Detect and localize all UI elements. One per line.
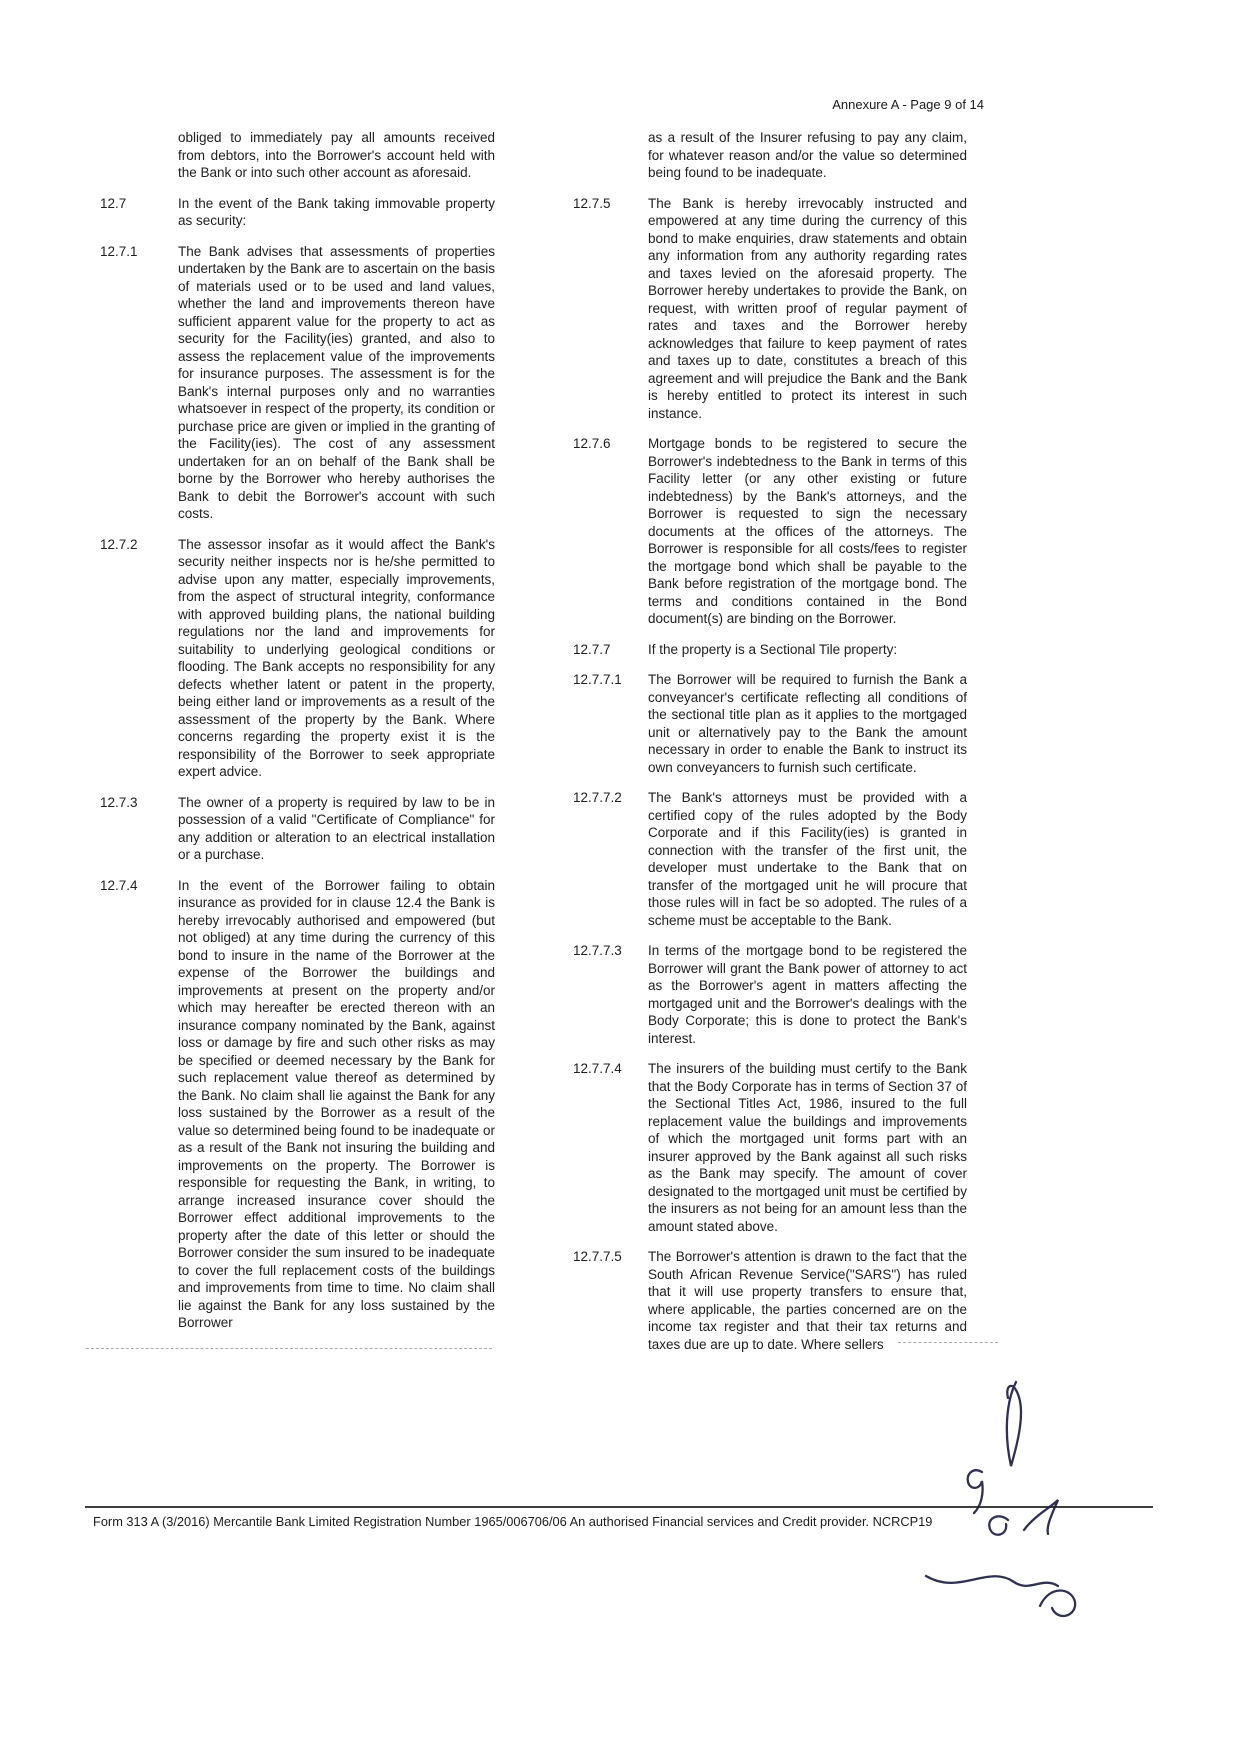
clause-text: The Borrower's attention is drawn to the fact that the South African Revenue Service("SARS") has ruled that it will use property transfers to ensure that, where applicable, the parties concerned are on the income tax register and that their tax returns and taxes due are up to date. Where sellers	[648, 1249, 967, 1352]
clause-number: 12.7.7.3	[573, 943, 622, 958]
clause-number: 12.7.1	[100, 243, 138, 259]
clause-number: 12.7.7.1	[573, 672, 622, 687]
clause-text: The owner of a property is required by law to be in possession of a valid "Certificate of Compliance" for any addition or alteration to an electrical installation or a purchase.	[178, 794, 495, 862]
clause-text: The Bank's attorneys must be provided with a certified copy of the rules adopted by the Body Corporate and if this Facility(ies) is granted in connection with the transfer of the first unit, the developer must undertake to the Bank that on transfer of the mortgaged unit he will procure that those rules will in fact be so adopted. The rules of a scheme must be acceptable to the Bank.	[648, 790, 967, 928]
clause-text: If the property is a Sectional Tile property:	[648, 641, 898, 657]
clause-12-7-4	[100, 877, 495, 1332]
clause-number: 12.7.7.4	[573, 1061, 622, 1076]
clause-number: 12.7.5	[573, 195, 611, 211]
clause-number: 12.7.4	[100, 877, 138, 893]
clause-text: The Bank is hereby irrevocably instructed and empowered at any time during the currency of this bond to make enquiries, draw statements and obtain any information from any authority regarding rates and taxes levied on the aforesaid property. The Borrower hereby undertakes to provide the Bank, on request, with written proof of regular payment of rates and taxes and the Borrower hereby acknowledges that failure to keep payment of rates and taxes up to date, constitutes a breach of this agreement and will prejudice the Bank and the Bank is hereby entitled to protect its interest in such instance.	[648, 195, 967, 421]
clause-text: The insurers of the building must certify to the Bank that the Body Corporate has in terms of Section 37 of the Sectional Titles Act, 1986, insured to the full replacement value the buildings and improvements of which the mortgaged unit forms part with an insurer approved by the Bank against all such risks as the Bank may specify. The amount of cover designated to the mortgaged unit must be certified by the insurers as not being for an amount less than the amount stated above.	[648, 1061, 967, 1234]
clause-text: In the event of the Bank taking immovable property as security:	[178, 195, 495, 228]
left-column	[100, 129, 495, 1345]
clause-number: 12.7.3	[100, 794, 138, 810]
continuation-paragraph: obliged to immediately pay all amounts received from debtors, into the Borrower's account held with the Bank or into such other account as aforesaid.	[178, 130, 495, 180]
clause-12-7-7	[573, 641, 967, 659]
continuation-paragraph: as a result of the Insurer refusing to pay any claim, for whatever reason and/or the value so determined being found to be inadequate.	[648, 130, 967, 180]
clause-number: 12.7.7.2	[573, 790, 622, 805]
clause-number: 12.7	[100, 195, 127, 211]
clause-12-7-6	[573, 435, 967, 628]
clause-12-7-5	[573, 195, 967, 423]
right-column	[573, 129, 967, 1366]
clause-12-7-3	[100, 794, 495, 864]
clause-12-7-7-5	[573, 1248, 967, 1353]
handwritten-initials	[920, 1368, 1100, 1628]
annexure-page-label: Annexure A - Page 9 of 14	[832, 97, 984, 112]
clause-number: 12.7.6	[573, 436, 611, 451]
clause-number: 12.7.7	[573, 641, 611, 657]
clause-12-7-2	[100, 536, 495, 781]
clause-12-7-7-4	[573, 1060, 967, 1235]
clause-12-7-7-3	[573, 942, 967, 1047]
scan-artifact-line	[898, 1342, 998, 1343]
clause-text: Mortgage bonds to be registered to secure the Borrower's indebtedness to the Bank in terms of this Facility letter (or any other existing or future indebtedness) by the Bank's attorneys, and the Borrower is requested to sign the necessary documents at the offices of the attorneys. The Borrower is responsible for all costs/fees to register the mortgage bond which shall be payable to the Bank before registration of the mortgage bond. The terms and conditions contained in the Bond document(s) are binding on the Borrower.	[648, 436, 967, 626]
clause-12-7-7-1	[573, 671, 967, 776]
clause-12-7-7-2	[573, 789, 967, 929]
clause-text: The Bank advises that assessments of properties undertaken by the Bank are to ascertain on the basis of materials used or to be used and land values, whether the land and improvements thereon have sufficient apparent value for the property to act as security for the Facility(ies) granted, and also to assess the replacement value of the improvements for insurance purposes. The assessment is for the Bank's internal purposes only and no warranties whatsoever in respect of the property, its condition or purchase price are given or implied in the granting of the Facility(ies). The cost of any assessment undertaken for an on behalf of the Bank shall be borne by the Borrower who hereby authorises the Bank to debit the Borrower's account with such costs.	[178, 243, 495, 521]
clause-12-7	[100, 195, 495, 230]
clause-12-7-1	[100, 243, 495, 523]
clause-text: The Borrower will be required to furnish the Bank a conveyancer's certificate reflecting all conditions of the sectional title plan as it applies to the mortgaged unit or alternatively pay to the Bank the amount necessary in order to enable the Bank to instruct its own conveyancers to furnish such certificate.	[648, 672, 967, 775]
clause-text: The assessor insofar as it would affect the Bank's security neither inspects nor is he/she permitted to advise upon any matter, especially improvements, from the aspect of structural integrity, conformance with approved building plans, the national building regulations nor the land and improvements for suitability to underlying geological conditions or flooding. The Bank accepts no responsibility for any defects whether latent or patent in the property, being either land or improvements as a result of the assessment of the property by the Bank. Where concerns regarding the property exist it is the responsibility of the Borrower to seek appropriate expert advice.	[178, 536, 495, 779]
clause-text: In the event of the Borrower failing to obtain insurance as provided for in clause 12.4 the Bank is hereby irrevocably authorised and empowered (but not obliged) at any time during the currency of this bond to insure in the name of the Borrower at the expense of the Borrower the buildings and improvements at present on the property and/or which may hereafter be erected thereon with an insurance company nominated by the Bank, against loss or damage by fire and such other risks as may be specified or deemed necessary by the Bank for such replacement value thereof as determined by the Bank. No claim shall lie against the Bank for any loss sustained by the Borrower as a result of the value so determined being found to be inadequate or as a result of the Bank not insuring the building and improvements on the property. The Borrower is responsible for requesting the Bank, in writing, to arrange increased insurance cover should the Borrower effect additional improvements to the property after the date of this letter or should the Borrower consider the sum insured to be inadequate to cover the full replacement costs of the buildings and improvements from time to time. No claim shall lie against the Bank for any loss sustained by the Borrower	[178, 877, 495, 1330]
clause-number: 12.7.7.5	[573, 1249, 622, 1264]
clause-text: In terms of the mortgage bond to be registered the Borrower will grant the Bank power of attorney to act as the Borrower's agent in matters affecting the mortgaged unit and the Borrower's dealings with the Body Corporate; this is done to protect the Bank's interest.	[648, 943, 967, 1046]
footer-form-reference: Form 313 A (3/2016) Mercantile Bank Limited Registration Number 1965/006706/06 An authorised Financial services and Credit provider. NCRCP19	[93, 1514, 933, 1529]
scan-artifact-line	[86, 1348, 492, 1349]
clause-number: 12.7.2	[100, 536, 138, 552]
